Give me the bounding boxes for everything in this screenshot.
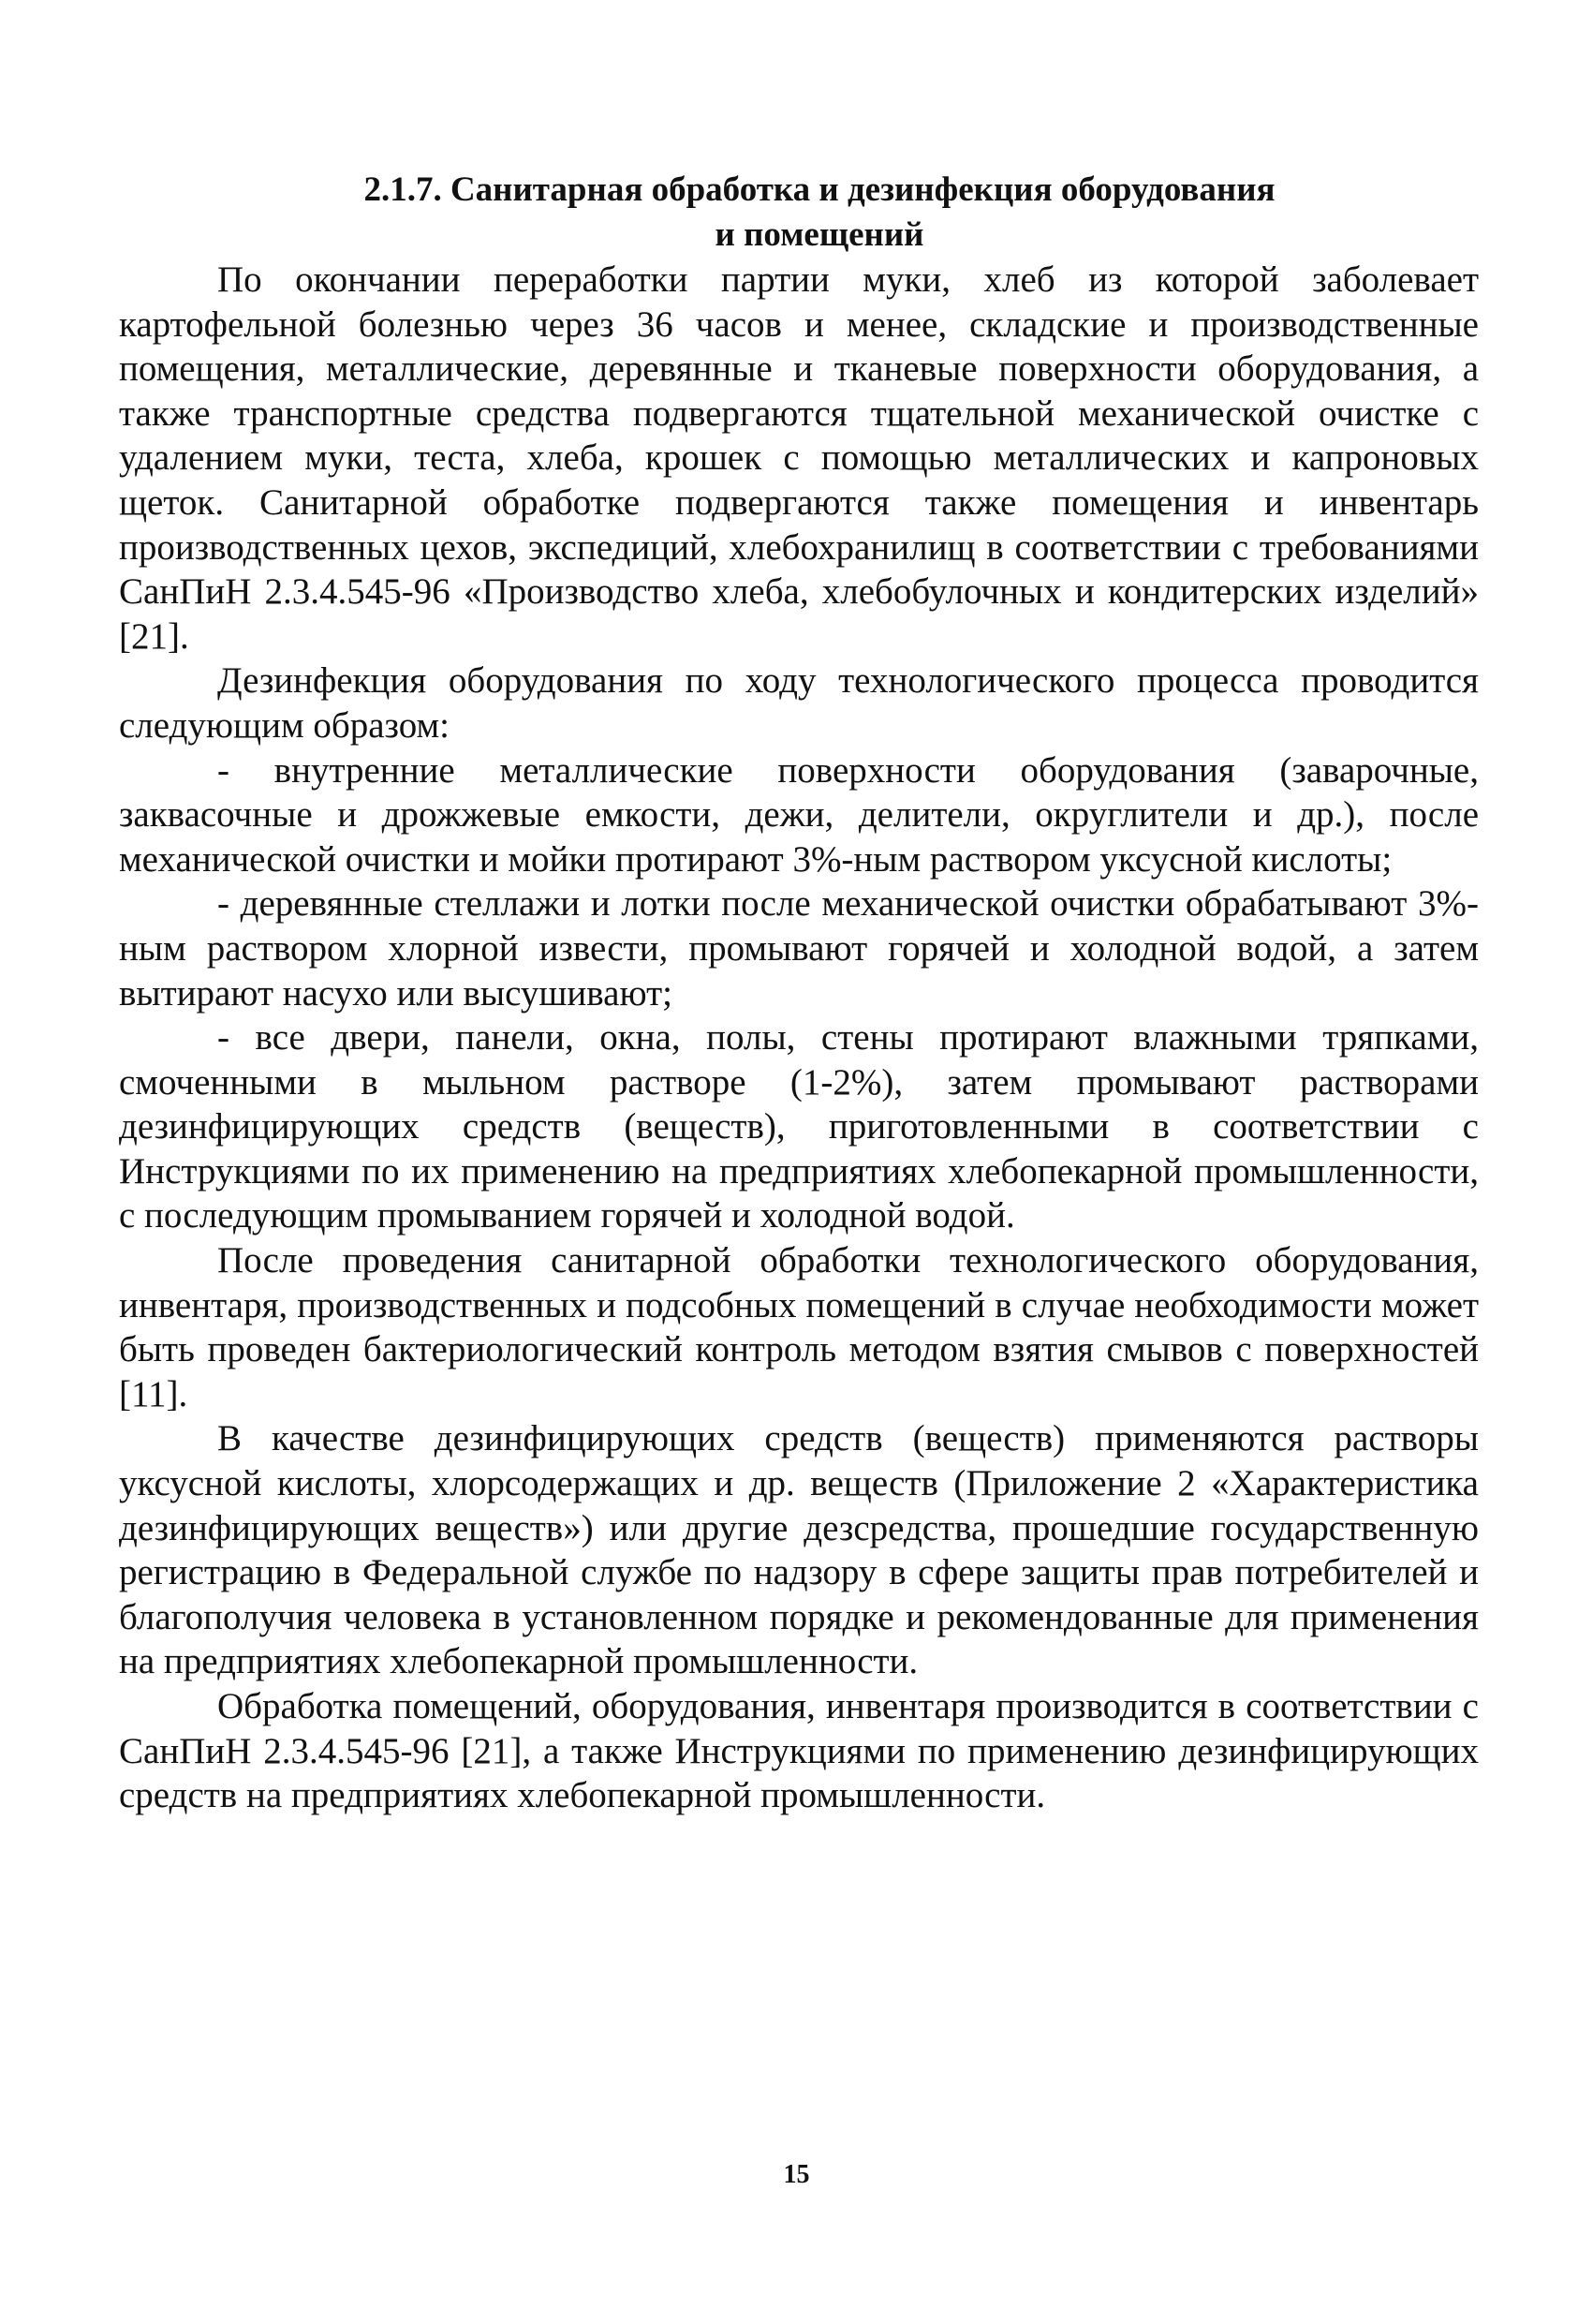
paragraph-processing-rules: Обработка помещений, оборудования, инвентаря производится в соответствии с СанПиН 2.3.4.545-96 [21], а также Инструкциями по применению дезинфицирующих средств на предприятиях хлебопекарной промышленности. (119, 1686, 1479, 1816)
list-item-wooden-racks: - деревянные стеллажи и лотки после механической очистки обрабатывают 3%-ным раствором хлорной извести, промывают горячей и холодной водой, а затем вытирают насухо или высушивают; (119, 883, 1479, 1014)
paragraph-flour-processing: По окончании переработки партии муки, хлеб из которой заболевает картофельной болезнью через 36 часов и менее, складские и производственные помещения, металлические, деревянные и тканевые поверхности оборудования, а также транспортные средства подвергаются тщательной механической очистке с удалением муки, теста, хлеба, крошек с помощью металлических и капроновых щеток. Санитарной обработке подвергаются также помещения и инвентарь производственных цехов, экспедиций, хлебохранилищ в соответствии с требованиями СанПиН 2.3.4.545-96 «Производство хлеба, хлебобулочных и кондитерских изделий» [21]. (119, 259, 1479, 657)
paragraph-disinfection-intro: Дезинфекция оборудования по ходу технологического процесса проводится следующим образом: (119, 660, 1479, 746)
page-number: 15 (783, 2160, 810, 2189)
list-item-doors-walls: - все двери, панели, окна, полы, стены протирают влажными тряпками, смоченными в мыльном растворе (1-2%), затем промывают растворами дезинфицирующих средств (веществ), приготовленными в соответствии с Инструкциями по их применению на предприятиях хлебопекарной промышленности, с последующим промыванием горячей и холодной водой. (119, 1017, 1479, 1236)
body-text (119, 258, 1479, 1818)
list-item-metal-surfaces: - внутренние металлические поверхности оборудования (заварочные, заквасочные и дрожжевые емкости, дежи, делители, округлители и др.), после механической очистки и мойки протирают 3%-ным раствором уксусной кислоты; (119, 749, 1479, 880)
section-heading-continuation: и помещений (715, 215, 924, 254)
paragraph-bacteriological-control: После проведения санитарной обработки технологического оборудования, инвентаря, производственных и подсобных помещений в случае необходимости может быть проведен бактериологический контроль методом взятия смывов с поверхностей [11]. (119, 1240, 1479, 1414)
paragraph-disinfectants: В качестве дезинфицирующих средств (веществ) применяются растворы уксусной кислоты, хлорсодержащих и др. веществ (Приложение 2 «Характеристика дезинфицирующих веществ») или другие дезсредства, прошедшие государственную регистрацию в Федеральной службе по надзору в сфере защиты прав потребителей и благополучия человека в установленном порядке и рекомендованные для применения на предприятиях хлебопекарной промышленности. (119, 1418, 1479, 1682)
section-heading: 2.1.7. Санитарная обработка и дезинфекция оборудования (363, 170, 1276, 209)
